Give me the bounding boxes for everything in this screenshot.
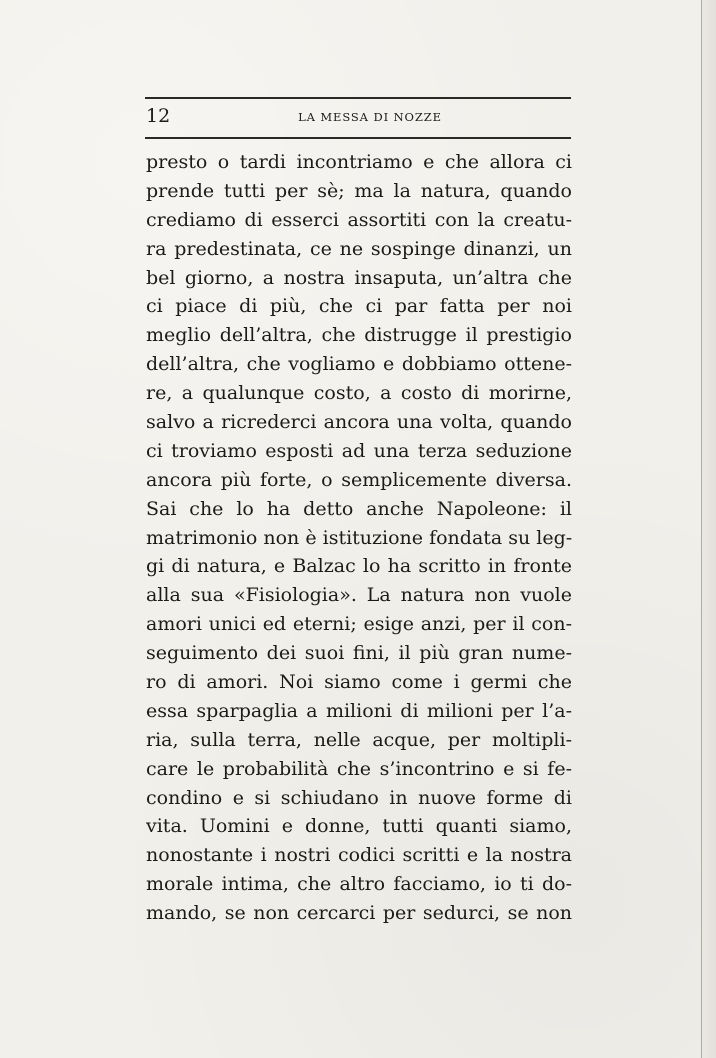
body-text (146, 148, 572, 928)
text-line: dell’altra, che vogliamo e dobbiamo ottene- (146, 353, 572, 376)
running-title: LA MESSA DI NOZZE (298, 110, 442, 124)
page-edge-line (701, 0, 702, 1058)
text-line: re, a qualunque costo, a costo di morirne, (146, 382, 572, 405)
text-line: ancora più forte, o semplicemente diversa. (146, 468, 572, 491)
text-line: ro di amori. Noi siamo come i germi che (146, 671, 572, 694)
text-line: crediamo di esserci assortiti con la creatu- (146, 208, 572, 231)
text-line: essa sparpaglia a milioni di milioni per l’a- (146, 699, 572, 722)
text-line: gi di natura, e Balzac lo ha scritto in fronte (146, 555, 572, 578)
text-line: alla sua «Fisiologia». La natura non vuole (146, 584, 572, 607)
text-line: ci troviamo esposti ad una terza seduzione (146, 439, 572, 462)
text-line: care le probabilità che s’incontrino e si fe- (146, 757, 572, 780)
text-line: Sai che lo ha detto anche Napoleone: il (146, 497, 572, 520)
text-line: mando, se non cercarci per sedurci, se non (146, 902, 572, 925)
text-line: ria, sulla terra, nelle acque, per moltipli- (146, 728, 572, 751)
text-line: prende tutti per sè; ma la natura, quando (146, 179, 572, 202)
text-line: nonostante i nostri codici scritti e la nostra (146, 844, 572, 867)
text-line: matrimonio non è istituzione fondata su leg- (146, 526, 572, 549)
text-line: meglio dell’altra, che distrugge il prestigio (146, 324, 572, 347)
text-line: ci piace di più, che ci par fatta per noi (146, 295, 572, 318)
text-line: condino e si schiudano in nuove forme di (146, 786, 572, 809)
text-line: morale intima, che altro facciamo, io ti do- (146, 873, 572, 896)
text-line: seguimento dei suoi fini, il più gran nume- (146, 642, 572, 665)
text-line: amori unici ed eterni; esige anzi, per il con- (146, 613, 572, 636)
header-top-rule (145, 97, 571, 99)
page-number: 12 (146, 105, 171, 127)
text-line: ra predestinata, ce ne sospinge dinanzi, un (146, 237, 572, 260)
header-bottom-rule (145, 137, 571, 139)
text-line: presto o tardi incontriamo e che allora ci (146, 151, 572, 173)
page-edge-shadow (702, 0, 716, 1058)
text-line: vita. Uomini e donne, tutti quanti siamo, (146, 815, 572, 838)
text-line: salvo a ricrederci ancora una volta, quando (146, 411, 572, 434)
text-line: bel giorno, a nostra insaputa, un’altra che (146, 266, 572, 289)
